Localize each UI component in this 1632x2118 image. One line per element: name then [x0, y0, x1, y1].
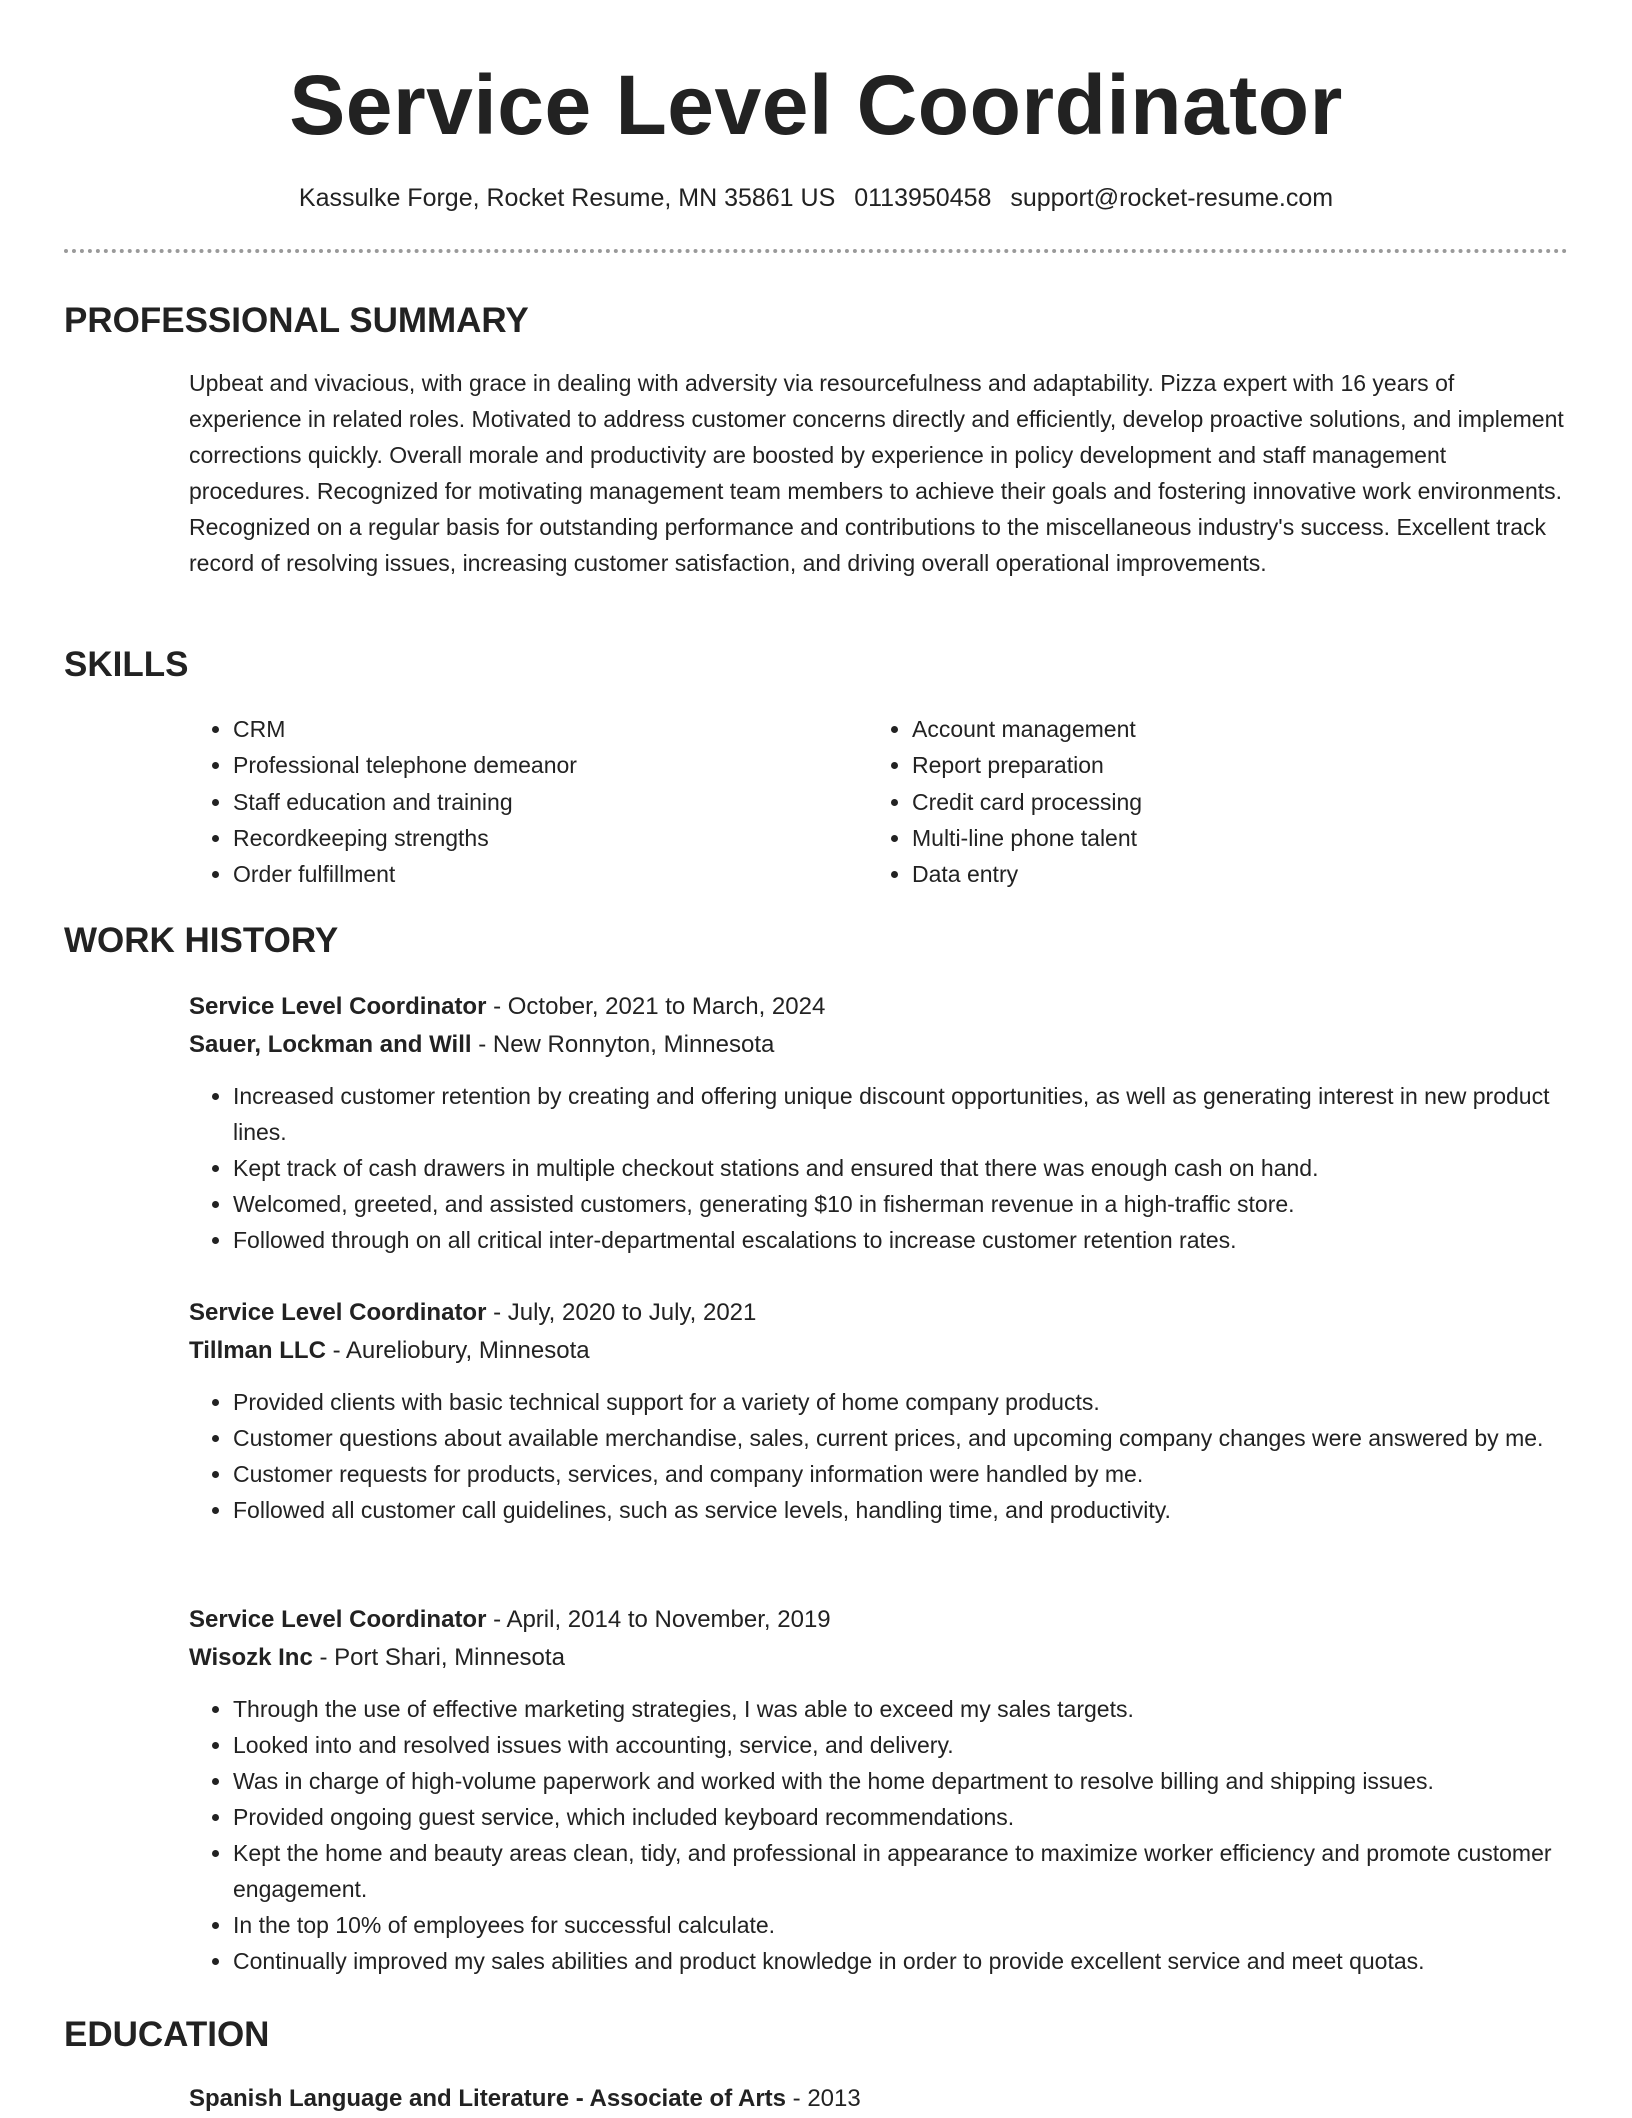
job-bullet: • Provided ongoing guest service, which included keyboard recommendations.	[233, 1799, 1569, 1835]
job-bullet: • Kept the home and beauty areas clean, tidy, and professional in appearance to maximize worker efficiency and promote customer engagement.	[233, 1835, 1569, 1907]
header-divider	[64, 249, 1568, 253]
job-company: Sauer, Lockman and Will	[189, 1031, 472, 1058]
skill-item: • Multi-line phone talent	[912, 820, 1528, 856]
skills-column-left	[189, 711, 849, 892]
skill-item: • Report preparation	[912, 747, 1528, 783]
job-company-line	[189, 1639, 1569, 1677]
education-line	[189, 2080, 1569, 2118]
contact-email: support@rocket-resume.com	[1010, 184, 1334, 212]
job-location: - New Ronnyton, Minnesota	[471, 1031, 775, 1058]
job-bullet: • Customer questions about available merchandise, sales, current prices, and upcoming company changes were answered by me.	[233, 1420, 1569, 1456]
skills-column-right	[868, 711, 1528, 892]
job-bullet: • Increased customer retention by creating and offering unique discount opportunities, as well as generating interest in new product lines.	[233, 1078, 1569, 1150]
job-bullet: • Provided clients with basic technical support for a variety of home company products.	[233, 1384, 1569, 1420]
skill-item: • CRM	[233, 711, 849, 747]
job-bullets	[189, 1078, 1569, 1258]
job-bullet: • Followed through on all critical inter-departmental escalations to increase customer retention rates.	[233, 1222, 1569, 1258]
job-role: Service Level Coordinator	[189, 1299, 487, 1326]
job-bullet: • Followed all customer call guidelines, such as service levels, handling time, and productivity.	[233, 1492, 1569, 1528]
job-bullet: • Continually improved my sales abilities and product knowledge in order to provide excellent service and meet quotas.	[233, 1943, 1569, 1979]
skill-item: • Account management	[912, 711, 1528, 747]
contact-address: Kassulke Forge, Rocket Resume, MN 35861 US	[298, 184, 836, 212]
job-dates: - October, 2021 to March, 2024	[486, 993, 826, 1020]
resume-page	[64, 0, 1568, 2112]
education-entry	[189, 2080, 1569, 2118]
job-entry	[189, 988, 1569, 1258]
job-role-line	[189, 988, 1569, 1026]
job-company-line	[189, 1332, 1569, 1370]
job-location: - Port Shari, Minnesota	[312, 1644, 565, 1671]
job-bullets	[189, 1384, 1569, 1528]
job-dates: - July, 2020 to July, 2021	[486, 1299, 757, 1326]
contact-phone: 0113950458	[854, 184, 992, 212]
job-company: Wisozk Inc	[189, 1644, 313, 1671]
job-role-line	[189, 1294, 1569, 1332]
skills-block	[189, 711, 1569, 896]
job-entry	[189, 1294, 1569, 1528]
job-role: Service Level Coordinator	[189, 993, 487, 1020]
education-year: - 2013	[786, 2085, 861, 2112]
job-company: Tillman LLC	[189, 1337, 326, 1364]
job-entry	[189, 1601, 1569, 1979]
section-title-summary: PROFESSIONAL SUMMARY	[64, 301, 529, 340]
skill-item: • Order fulfillment	[233, 856, 849, 892]
job-bullet: • Kept track of cash drawers in multiple checkout stations and ensured that there was enough cash on hand.	[233, 1150, 1569, 1186]
job-bullet: • In the top 10% of employees for successful calculate.	[233, 1907, 1569, 1943]
education-degree: Spanish Language and Literature - Associate of Arts	[189, 2085, 786, 2112]
job-role: Service Level Coordinator	[189, 1606, 487, 1633]
contact-line	[64, 182, 1568, 214]
job-bullet: • Was in charge of high-volume paperwork and worked with the home department to resolve billing and shipping issues.	[233, 1763, 1569, 1799]
candidate-name: Service Level Coordinator	[289, 58, 1343, 152]
job-bullet: • Welcomed, greeted, and assisted customers, generating $10 in fisherman revenue in a high-traffic store.	[233, 1186, 1569, 1222]
job-role-line	[189, 1601, 1569, 1639]
section-title-education: EDUCATION	[64, 2015, 270, 2054]
job-bullet: • Through the use of effective marketing strategies, I was able to exceed my sales targets.	[233, 1691, 1569, 1727]
job-bullet: • Customer requests for products, services, and company information were handled by me.	[233, 1456, 1569, 1492]
skill-item: • Data entry	[912, 856, 1528, 892]
job-company-line	[189, 1026, 1569, 1064]
skill-item: • Credit card processing	[912, 784, 1528, 820]
job-location: - Aureliobury, Minnesota	[325, 1337, 590, 1364]
section-title-skills: SKILLS	[64, 645, 189, 684]
skill-item: • Professional telephone demeanor	[233, 747, 849, 783]
job-bullet: • Looked into and resolved issues with accounting, service, and delivery.	[233, 1727, 1569, 1763]
section-title-work: WORK HISTORY	[64, 921, 339, 960]
job-bullets	[189, 1691, 1569, 1979]
summary-text: Upbeat and vivacious, with grace in dealing with adversity via resourcefulness and adaptability. Pizza expert with 16 years of experience in related roles. Motivated to address customer concerns directly and efficiently, develop proactive solutions, and implement corrections quickly. Overall morale and productivity are boosted by experience in policy development and staff management procedures. Recognized for motivating management team members to achieve their goals and fostering innovative work environments. Recognized on a regular basis for outstanding performance and contributions to the miscellaneous industry's success. Excellent track record of resolving issues, increasing customer satisfaction, and driving overall operational improvements.	[189, 370, 1564, 576]
job-dates: - April, 2014 to November, 2019	[486, 1606, 831, 1633]
skill-item: • Recordkeeping strengths	[233, 820, 849, 856]
summary-block	[189, 365, 1569, 581]
skill-item: • Staff education and training	[233, 784, 849, 820]
